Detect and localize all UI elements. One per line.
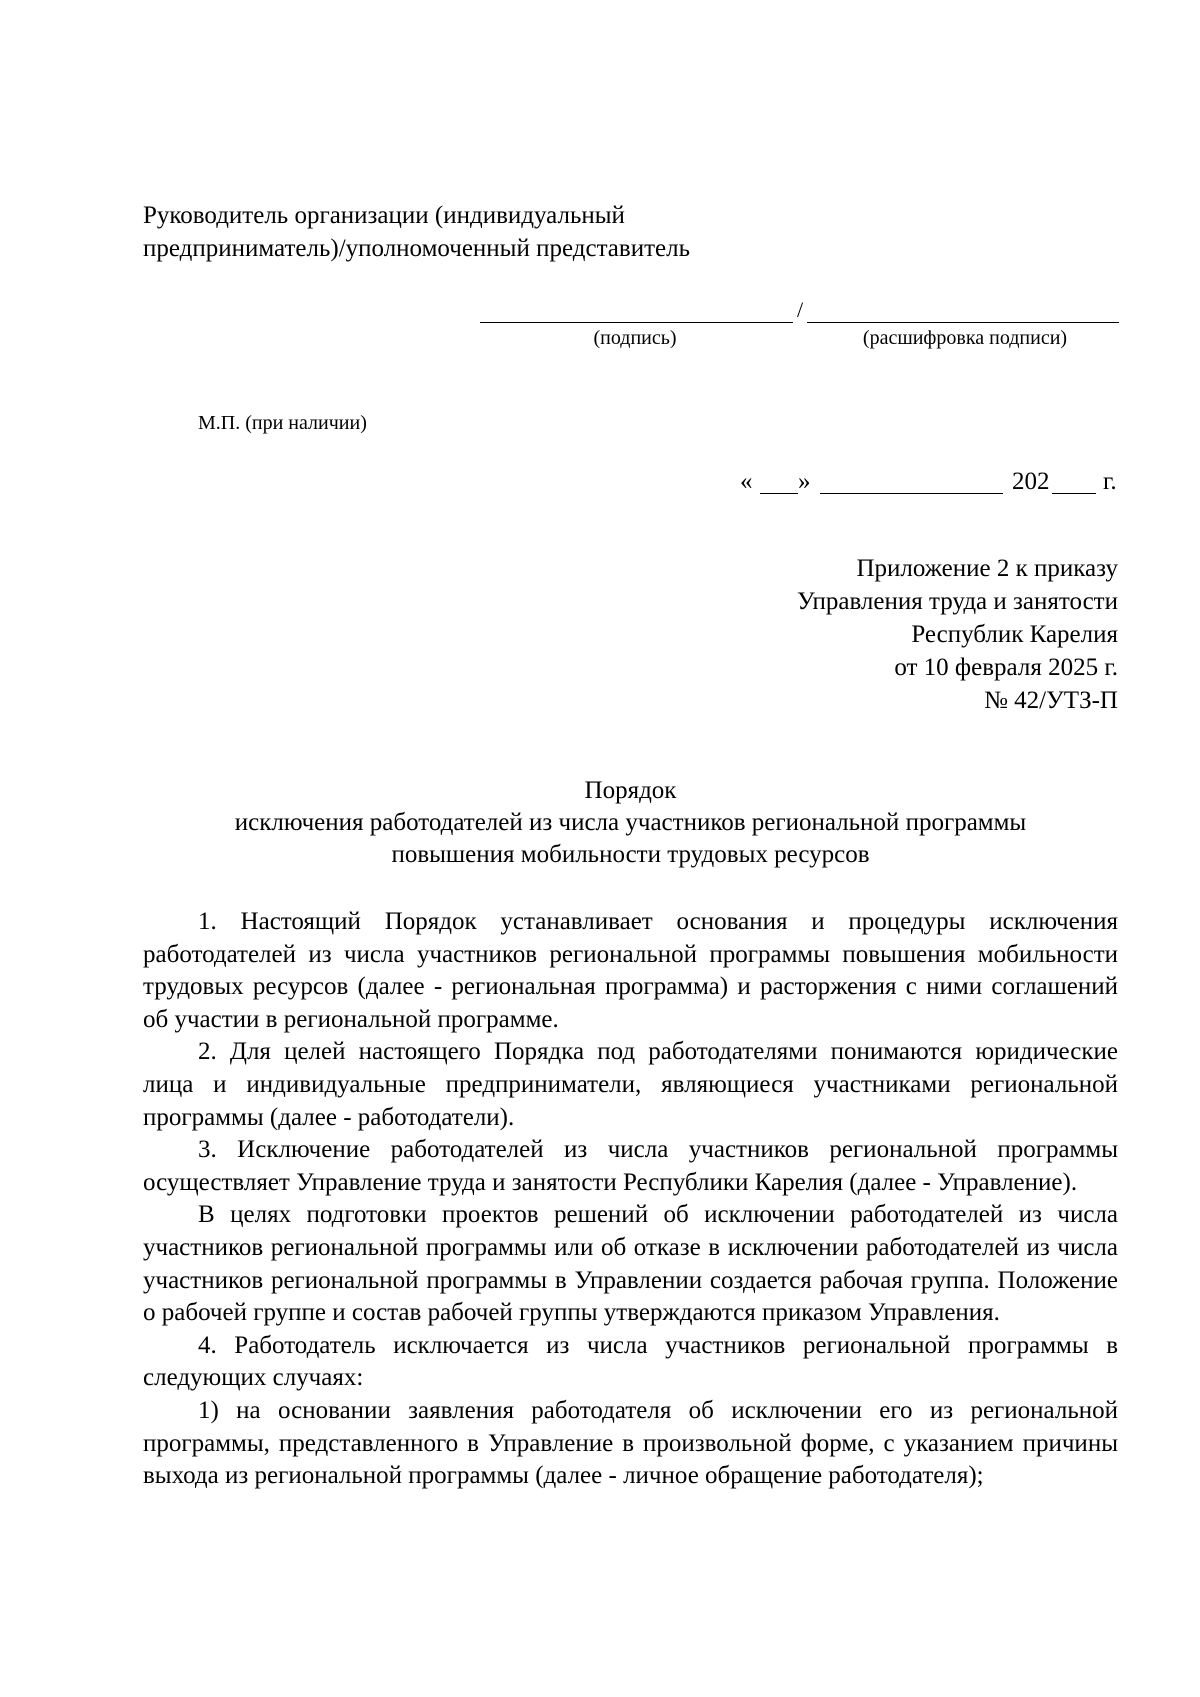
signature-caption: (подпись): [593, 327, 677, 349]
signatory-role-line-1: Руководитель организации (индивидуальный: [143, 202, 625, 229]
paragraph-1: 1. Настоящий Порядок устанавливает основания и процедуры исключения работодателей из числа участников региональной программы повышения мобильности трудовых ресурсов (далее - региональная программа) и расторжения с ними соглашений об участии в региональной программе.: [143, 908, 1118, 1033]
year-suffix: г.: [1103, 468, 1117, 495]
date-line: [0, 466, 1200, 498]
appendix-line-2: Управления труда и занятости: [796, 588, 1118, 615]
appendix-line-1: Приложение 2 к приказу: [856, 555, 1118, 582]
signature-separator: /: [797, 297, 804, 322]
title-line-3: повышения мобильности трудовых ресурсов: [391, 841, 870, 868]
day-blank: [760, 493, 798, 494]
document-body: [143, 906, 1118, 1493]
appendix-line-4: от 10 февраля 2025 г.: [894, 654, 1118, 681]
title-line-2: исключения работодателей из числа участников региональной программы: [234, 809, 1027, 836]
month-blank: [820, 493, 1003, 494]
date-close-quote: »: [798, 468, 811, 495]
paragraph-6: 1) на основании заявления работодателя об исключении его из региональной программы, представленного в Управление в произвольной форме, с указанием причины выхода из региональной программы (далее - личное обращение работодателя);: [143, 1396, 1118, 1490]
appendix-header: [797, 552, 1118, 717]
decoding-line: [807, 322, 1119, 323]
paragraph-3: 3. Исключение работодателей из числа участников региональной программы осуществляет Управление труда и занятости Республики Карелия (далее - Управление).: [143, 1136, 1118, 1196]
signatory-role-line-2: предприниматель)/уполномоченный представитель: [143, 235, 690, 262]
year-blank: [1052, 493, 1096, 494]
appendix-line-3: Республик Карелия: [911, 621, 1118, 648]
date-open-quote: «: [740, 468, 753, 495]
appendix-line-5: № 42/УТЗ-П: [984, 687, 1118, 714]
paragraph-2: 2. Для целей настоящего Порядка под работодателями понимаются юридические лица и индивидуальные предприниматели, являющиеся участниками региональной программы (далее - работодатели).: [143, 1038, 1118, 1131]
signature-line: [480, 322, 793, 323]
document-title: [143, 775, 1118, 871]
title-line-1: Порядок: [584, 777, 677, 804]
signatory-role: [143, 199, 690, 265]
stamp-placeholder: М.П. (при наличии): [198, 412, 367, 434]
paragraph-5: 4. Работодатель исключается из числа участников региональной программы в следующих случаях:: [143, 1331, 1118, 1392]
paragraph-4: В целях подготовки проектов решений об исключении работодателей из числа участников региональной программы или об отказе в исключении работодателей из числа участников региональной программы в Управлении создается рабочая группа. Положение о рабочей группе и состав рабочей группы утверждаются приказом Управления.: [143, 1201, 1118, 1327]
year-prefix: 202: [1012, 468, 1050, 495]
decoding-caption: (расшифровка подписи): [862, 327, 1068, 349]
